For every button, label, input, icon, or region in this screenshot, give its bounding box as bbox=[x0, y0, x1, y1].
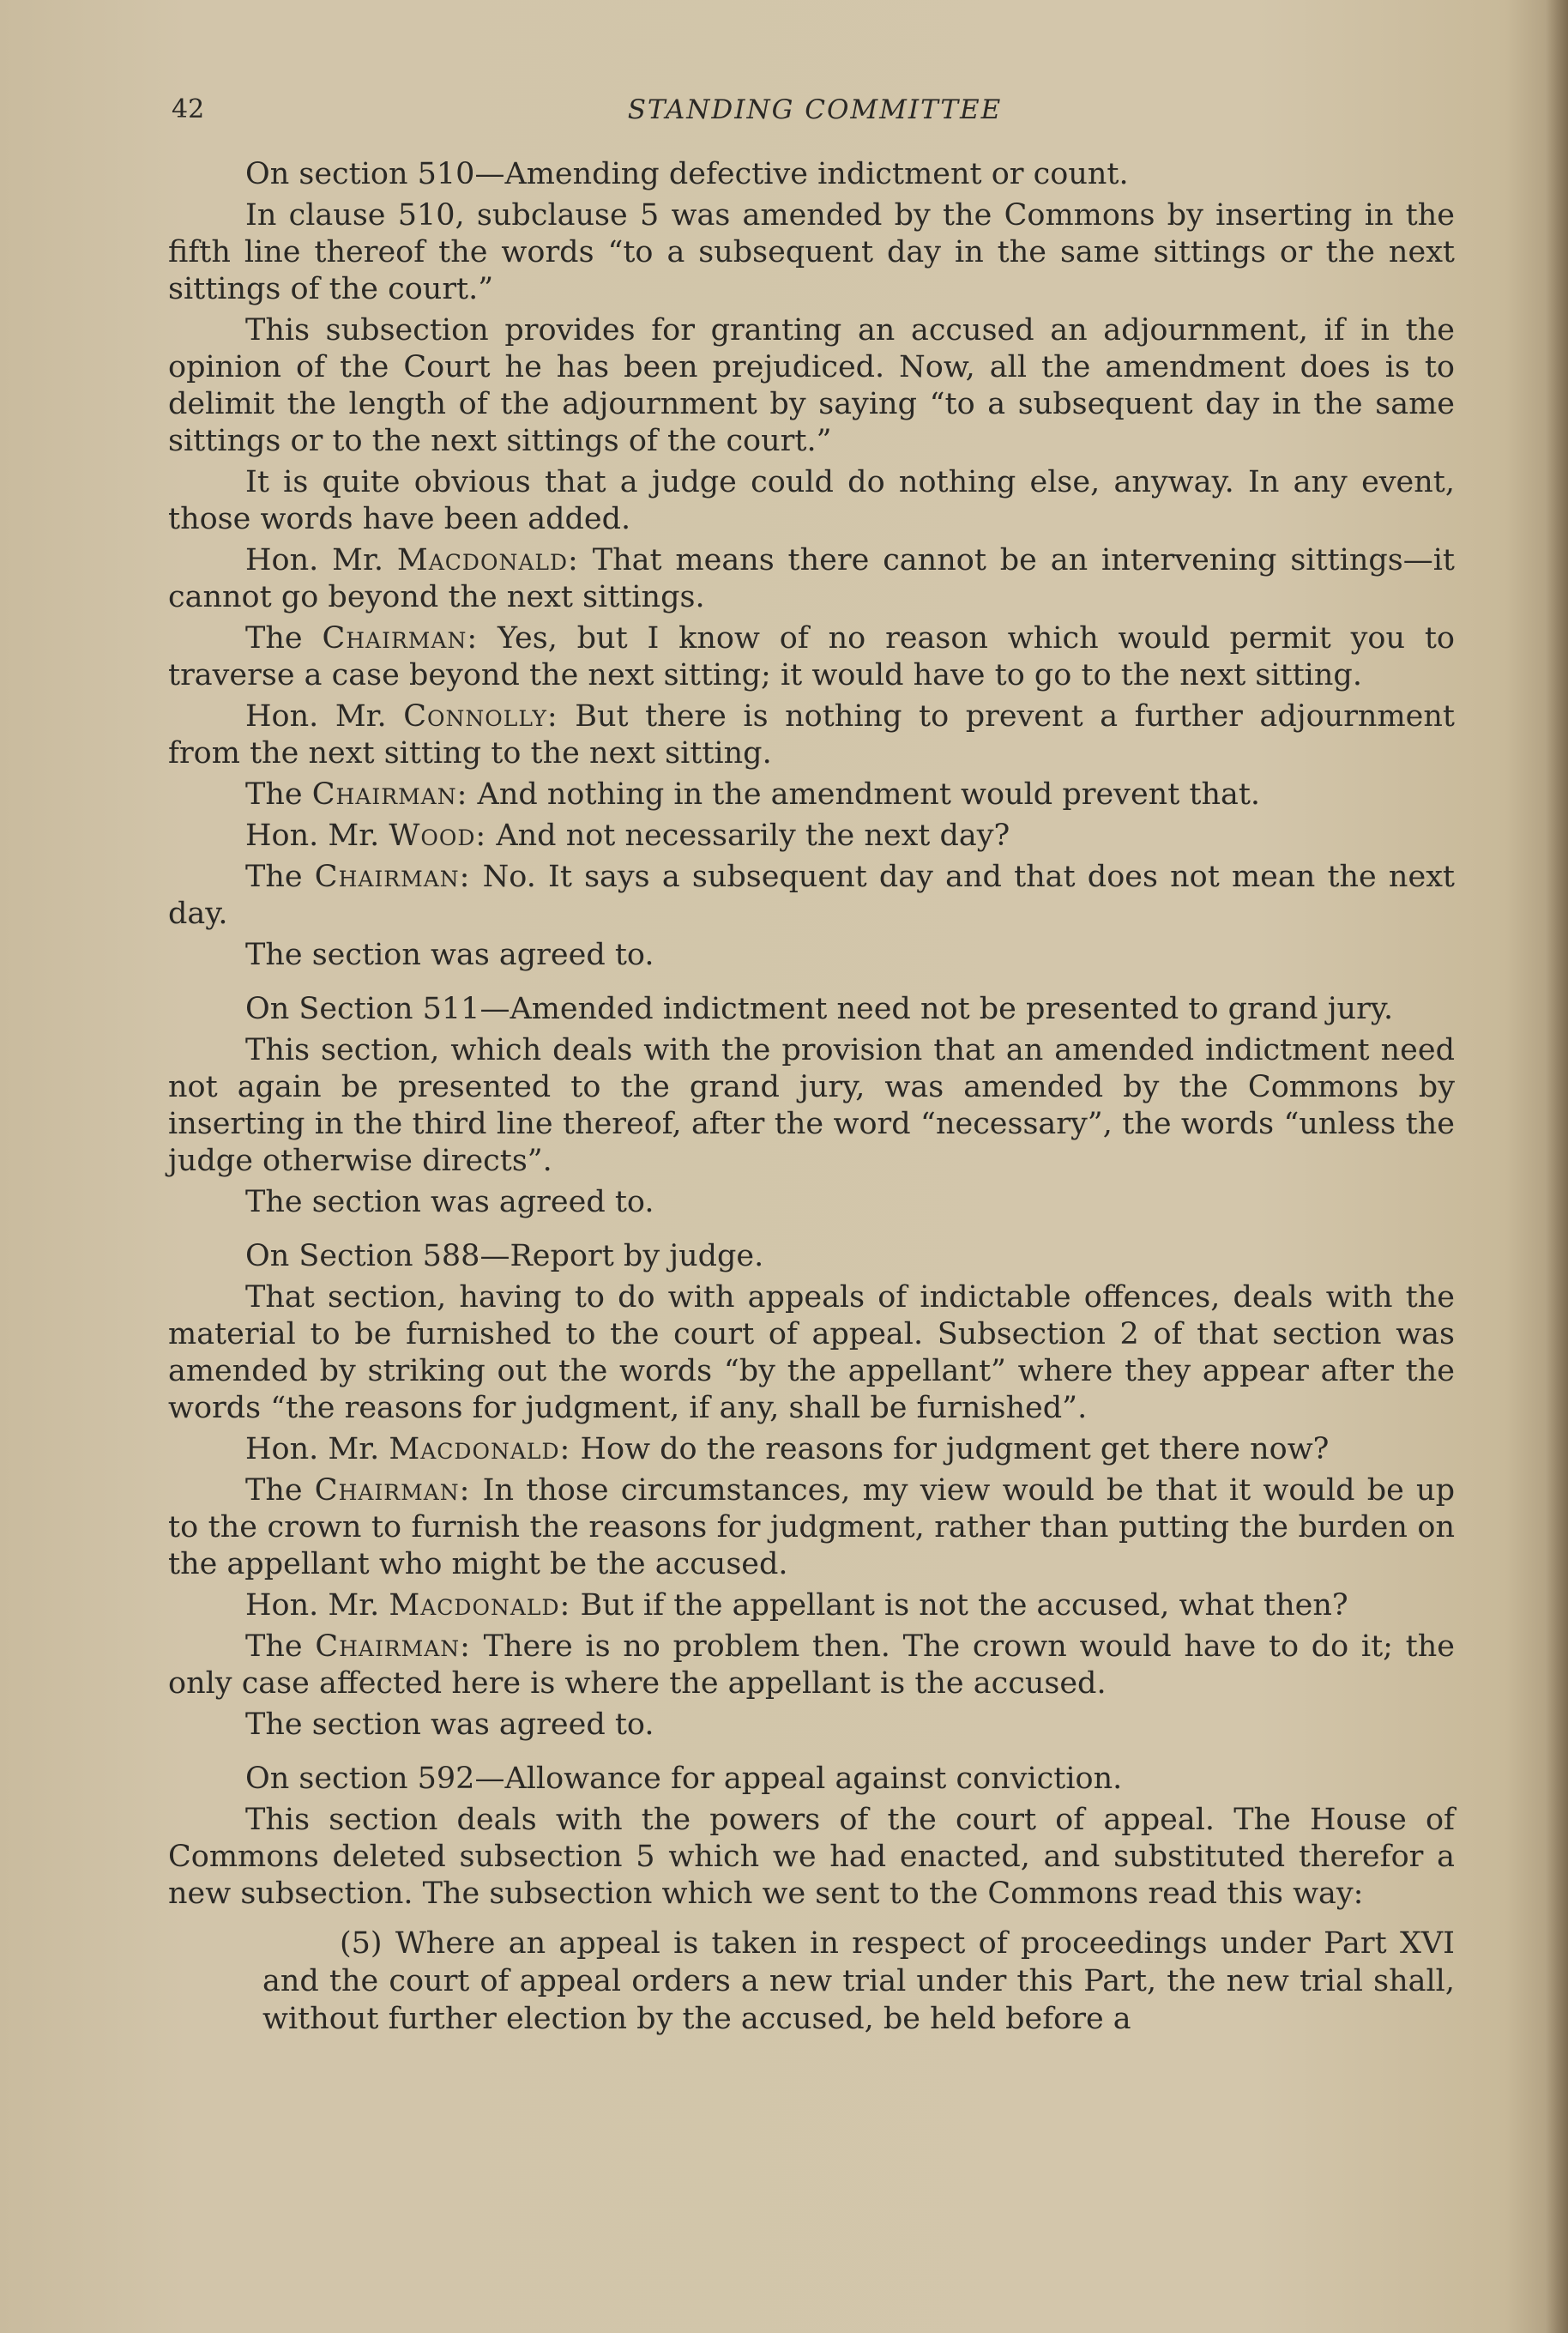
speaker-paragraph: The Chairman: And nothing in the amendment would prevent that. bbox=[245, 777, 1261, 812]
speaker-name: Chairman: bbox=[314, 1473, 471, 1508]
quoted-subsection: (5) Where an appeal is taken in respect of proceedings under Part XVI and the court of appeal orders a new trial under this Part, the new trial shall, without further election by the accused, be held before a bbox=[262, 1926, 1455, 2036]
speaker-name: Chairman: bbox=[311, 777, 468, 812]
paragraph: This subsection provides for granting an accused an adjournment, if in the opinion of the Court he has been prejudiced. Now, all the amendment does is to delimit the length of the adjournment by saying “to a subsequent day in the same sittings or to the next sittings of the court.” bbox=[168, 313, 1455, 458]
paragraph: That section, having to do with appeals of indictable offences, deals with the material to be furnished to the court of appeal. Subsection 2 of that section was amended by striking out the words “by the appellant” where they appear after the words “the reasons for judgment, if any, shall be furnished”. bbox=[168, 1280, 1455, 1425]
speaker-paragraph: The Chairman: There is no problem then. The crown would have to do it; the only case affected here is where the appellant is the accused. bbox=[168, 1629, 1455, 1701]
speaker-name: Connolly: bbox=[403, 699, 558, 734]
speaker-name: Chairman: bbox=[315, 1629, 471, 1664]
speaker-name: Macdonald: bbox=[389, 1432, 571, 1466]
speaker-name: Macdonald: bbox=[396, 543, 579, 577]
section-heading: On Section 511—Amended indictment need not be presented to grand jury. bbox=[245, 992, 1394, 1026]
page-body bbox=[168, 156, 1455, 2038]
paragraph: It is quite obvious that a judge could do nothing else, anyway. In any event, those words have been added. bbox=[168, 465, 1455, 536]
agreement-line: The section was agreed to. bbox=[245, 938, 654, 972]
running-title: STANDING COMMITTEE bbox=[627, 94, 1003, 125]
speaker-name: Macdonald: bbox=[389, 1588, 571, 1623]
page-edge-shadow bbox=[1546, 0, 1568, 2333]
speaker-paragraph: The Chairman: Yes, but I know of no reason which would permit you to traverse a case beyond the next sitting; it would have to go to the next sitting. bbox=[168, 621, 1455, 692]
section-heading: On Section 588—Report by judge. bbox=[245, 1239, 764, 1273]
section-heading: On section 592—Allowance for appeal against conviction. bbox=[245, 1762, 1123, 1796]
speaker-paragraph: Hon. Mr. Macdonald: That means there cannot be an intervening sittings—it cannot go beyond the next sittings. bbox=[168, 543, 1455, 614]
speaker-paragraph: Hon. Mr. Wood: And not necessarily the next day? bbox=[245, 819, 1010, 853]
speaker-name: Chairman: bbox=[322, 621, 479, 656]
speaker-paragraph: Hon. Mr. Macdonald: How do the reasons for judgment get there now? bbox=[245, 1432, 1330, 1466]
speaker-paragraph: Hon. Mr. Connolly: But there is nothing to prevent a further adjournment from the next sitting to the next sitting. bbox=[168, 699, 1455, 771]
paragraph: This section deals with the powers of the court of appeal. The House of Commons deleted subsection 5 which we had enacted, and substituted therefor a new subsection. The subsection which we sent to the Commons read this way: bbox=[168, 1803, 1455, 1911]
speaker-name: Chairman: bbox=[314, 860, 471, 894]
speaker-paragraph: Hon. Mr. Macdonald: But if the appellant is not the accused, what then? bbox=[245, 1588, 1348, 1623]
page-number: 42 bbox=[172, 94, 205, 124]
agreement-line: The section was agreed to. bbox=[245, 1185, 654, 1219]
section-heading: On section 510—Amending defective indictment or count. bbox=[245, 157, 1129, 191]
speaker-name: Wood: bbox=[389, 819, 487, 853]
speaker-paragraph: The Chairman: No. It says a subsequent day and that does not mean the next day. bbox=[168, 860, 1455, 931]
agreement-line: The section was agreed to. bbox=[245, 1707, 654, 1742]
paragraph: In clause 510, subclause 5 was amended by the Commons by inserting in the fifth line thereof the words “to a subsequent day in the same sittings or the next sittings of the court.” bbox=[168, 198, 1455, 306]
page-header bbox=[172, 94, 1458, 129]
paragraph: This section, which deals with the provision that an amended indictment need not again be presented to the grand jury, was amended by the Commons by inserting in the third line thereof, after the word “necessary”, the words “unless the judge otherwise directs”. bbox=[168, 1033, 1455, 1178]
speaker-paragraph: The Chairman: In those circumstances, my view would be that it would be up to the crown to furnish the reasons for judgment, rather than putting the burden on the appellant who might be the accused. bbox=[168, 1473, 1455, 1581]
